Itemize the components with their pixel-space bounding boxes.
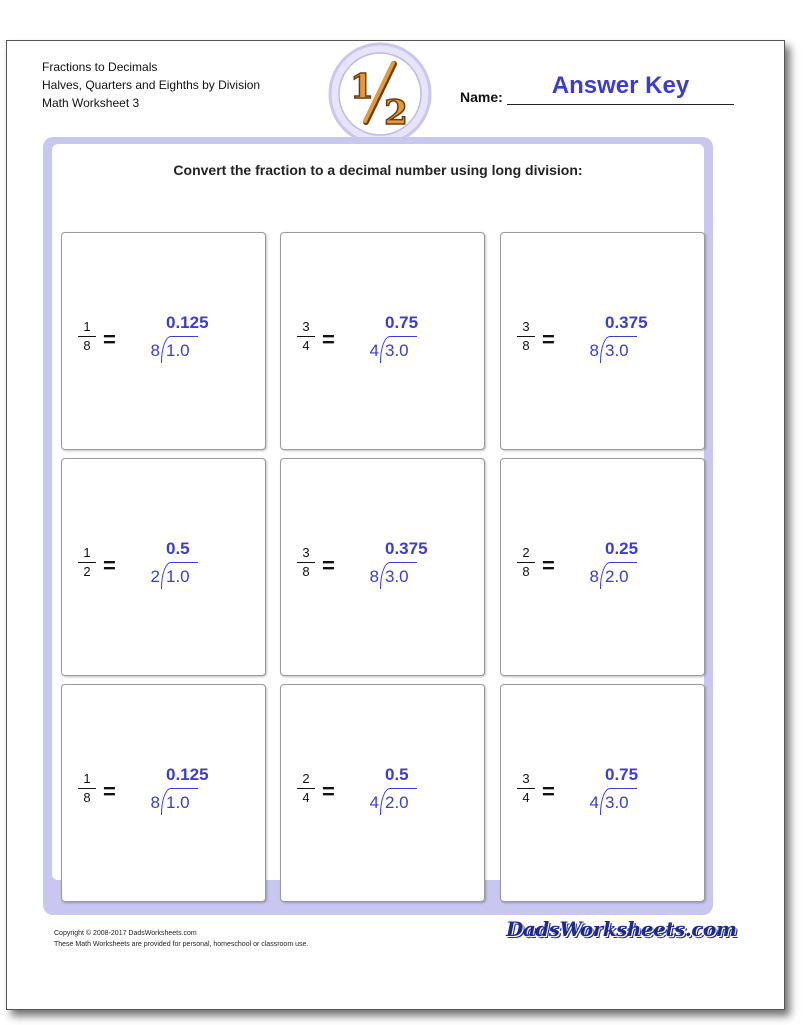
worksheet-header <box>42 58 260 112</box>
quotient-answer: 0.5 <box>385 765 409 784</box>
dividend: 3.0 <box>605 341 629 360</box>
problem-cell <box>61 232 266 450</box>
fraction-denominator: 4 <box>522 790 530 805</box>
dividend: 3.0 <box>385 341 409 360</box>
quotient-answer: 0.5 <box>166 539 190 558</box>
logo-denominator: 2 <box>384 93 408 133</box>
fraction-denominator: 8 <box>83 790 91 805</box>
worksheet-subtitle: Halves, Quarters and Eighths by Division <box>42 78 261 92</box>
quotient-answer: 0.75 <box>605 765 639 784</box>
fraction-numerator: 3 <box>522 319 530 334</box>
dividend: 1.0 <box>166 341 190 360</box>
equals-sign: = <box>542 553 555 578</box>
fraction <box>297 319 315 354</box>
logo-numerator: 1 <box>350 67 374 107</box>
equals-sign: = <box>322 553 335 578</box>
fraction-denominator: 8 <box>83 338 91 353</box>
fraction <box>297 545 315 580</box>
equals-sign: = <box>542 779 555 804</box>
equals-sign: = <box>322 779 335 804</box>
divisor: 8 <box>369 567 379 586</box>
quotient-answer: 0.125 <box>166 765 209 784</box>
fraction-bar <box>78 788 96 789</box>
fraction-numerator: 1 <box>83 319 91 334</box>
divisor: 4 <box>369 793 379 812</box>
fraction-numerator: 1 <box>83 545 91 560</box>
fraction-denominator: 8 <box>522 564 530 579</box>
divisor: 8 <box>150 793 160 812</box>
fraction <box>297 771 315 806</box>
problem-cell <box>61 458 266 676</box>
quotient-answer: 0.75 <box>385 313 419 332</box>
divisor: 8 <box>589 341 599 360</box>
fraction-bar <box>297 562 315 563</box>
brand-logo: DadsWorksheets.com <box>506 917 737 941</box>
fraction-denominator: 2 <box>83 564 91 579</box>
fraction-denominator: 8 <box>522 338 530 353</box>
quotient-answer: 0.375 <box>385 539 428 558</box>
fraction-numerator: 3 <box>522 771 530 786</box>
problem-cell <box>500 458 705 676</box>
dividend: 1.0 <box>166 567 190 586</box>
dividend: 1.0 <box>166 793 190 812</box>
name-field[interactable]: Answer Key <box>551 72 690 99</box>
problem-cell <box>500 232 705 450</box>
equals-sign: = <box>103 553 116 578</box>
fraction-numerator: 2 <box>302 771 310 786</box>
fraction-bar <box>78 336 96 337</box>
equals-sign: = <box>103 327 116 352</box>
dividend: 3.0 <box>385 567 409 586</box>
fraction <box>517 771 535 806</box>
fraction <box>78 545 96 580</box>
fraction <box>517 319 535 354</box>
problem-cell <box>280 458 485 676</box>
fraction-denominator: 4 <box>302 338 310 353</box>
equals-sign: = <box>542 327 555 352</box>
problem-cell <box>61 684 266 902</box>
fraction <box>517 545 535 580</box>
equals-sign: = <box>103 779 116 804</box>
fraction-bar <box>297 336 315 337</box>
quotient-answer: 0.25 <box>605 539 639 558</box>
dividend: 3.0 <box>605 793 629 812</box>
copyright-text: Copyright © 2008-2017 DadsWorksheets.com <box>54 930 197 937</box>
fraction-denominator: 4 <box>302 790 310 805</box>
fraction-bar <box>297 788 315 789</box>
worksheet-number: Math Worksheet 3 <box>42 96 140 110</box>
fraction-denominator: 8 <box>302 564 310 579</box>
fraction <box>78 771 96 806</box>
footer-text <box>54 928 308 950</box>
dividend: 2.0 <box>385 793 409 812</box>
quotient-answer: 0.125 <box>166 313 209 332</box>
fraction-bar <box>517 336 535 337</box>
fraction-numerator: 3 <box>302 319 310 334</box>
divisor: 4 <box>589 793 599 812</box>
problem-cell <box>280 684 485 902</box>
one-half-badge-icon <box>328 42 432 146</box>
fraction-bar <box>517 788 535 789</box>
dividend: 2.0 <box>605 567 629 586</box>
problem-cell <box>500 684 705 902</box>
name-line <box>507 104 734 105</box>
divisor: 4 <box>369 341 379 360</box>
divisor: 8 <box>150 341 160 360</box>
instruction-text: Convert the fraction to a decimal number using long division: <box>173 162 583 178</box>
divisor: 8 <box>589 567 599 586</box>
fraction-numerator: 1 <box>83 771 91 786</box>
worksheet-title: Fractions to Decimals <box>42 60 158 74</box>
quotient-answer: 0.375 <box>605 313 648 332</box>
problem-cell <box>280 232 485 450</box>
fraction-bar <box>78 562 96 563</box>
fraction <box>78 319 96 354</box>
usage-notice: These Math Worksheets are provided for personal, homeschool or classroom use. <box>54 941 309 948</box>
divisor: 2 <box>150 567 160 586</box>
fraction-numerator: 2 <box>522 545 530 560</box>
name-label: Name: <box>460 89 503 105</box>
fraction-numerator: 3 <box>302 545 310 560</box>
fraction-bar <box>517 562 535 563</box>
equals-sign: = <box>322 327 335 352</box>
